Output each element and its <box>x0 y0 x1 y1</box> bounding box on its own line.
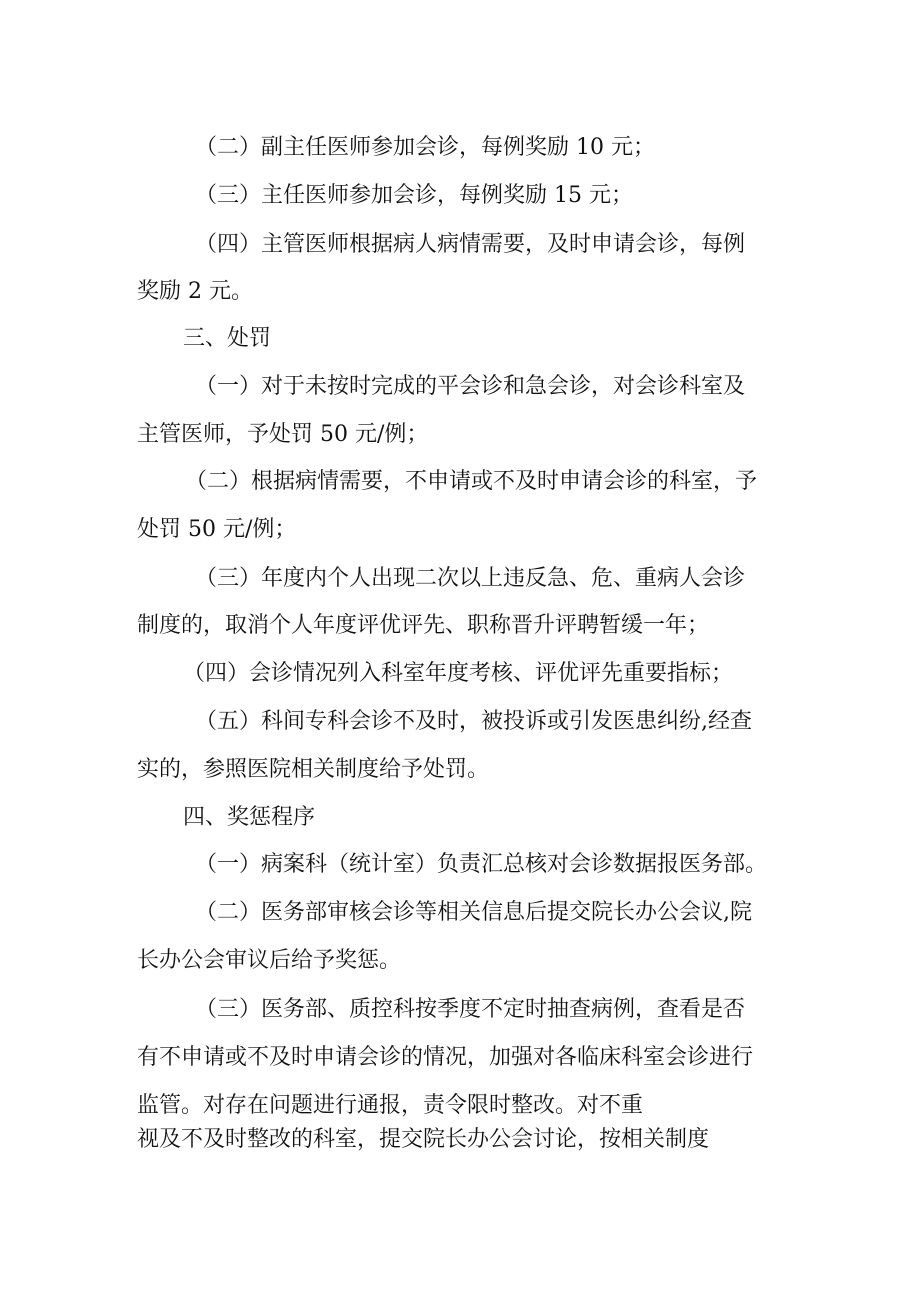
text-line: （二）副主任医师参加会诊，每例奖励 10 元； <box>195 135 655 160</box>
section-heading: 四、奖惩程序 <box>183 805 316 830</box>
text-line: （二）医务部审核会诊等相关信息后提交院长办公会议,院 <box>195 900 752 925</box>
text-line: （三）主任医师参加会诊，每例奖励 15 元； <box>195 183 633 208</box>
text-line: 主管医师，予处罚 50 元/例； <box>137 422 429 447</box>
text-line: 视及不及时整改的科室，提交院长办公会讨论，按相关制度 <box>137 1127 710 1152</box>
text-line: 制度的，取消个人年度评优评先、职称晋升评聘暂缓一年； <box>137 613 710 638</box>
text-line: （三）年度内个人出现二次以上违反急、危、重病人会诊 <box>195 566 746 591</box>
text-line: 处罚 50 元/例； <box>137 517 297 542</box>
text-line: 监管。对存在问题进行通报，责令限时整改。对不重 <box>137 1093 644 1118</box>
text-line: 奖励 2 元。 <box>137 279 253 304</box>
text-line: 实的，参照医院相关制度给予处罚。 <box>137 757 490 782</box>
text-line: （二）根据病情需要，不申请或不及时申请会诊的科室，予 <box>185 469 758 494</box>
section-heading: 三、处罚 <box>183 326 272 351</box>
text-line: （一）病案科（统计室）负责汇总核对会诊数据报医务部。 <box>195 852 768 877</box>
text-line: 有不申请或不及时申请会诊的情况，加强对各临床科室会诊进行 <box>137 1045 754 1070</box>
text-line: （五）科间专科会诊不及时，被投诉或引发医患纠纷,经查 <box>195 709 752 734</box>
text-line: （四）会诊情况列入科室年度考核、评优评先重要指标； <box>183 661 734 686</box>
text-line: 长办公会审议后给予奖惩。 <box>137 948 402 973</box>
text-line: （一）对于未按时完成的平会诊和急会诊，对会诊科室及 <box>195 374 746 399</box>
text-line: （四）主管医师根据病人病情需要，及时申请会诊，每例 <box>195 232 746 257</box>
text-line: （三）医务部、质控科按季度不定时抽查病例，查看是否 <box>195 997 746 1022</box>
